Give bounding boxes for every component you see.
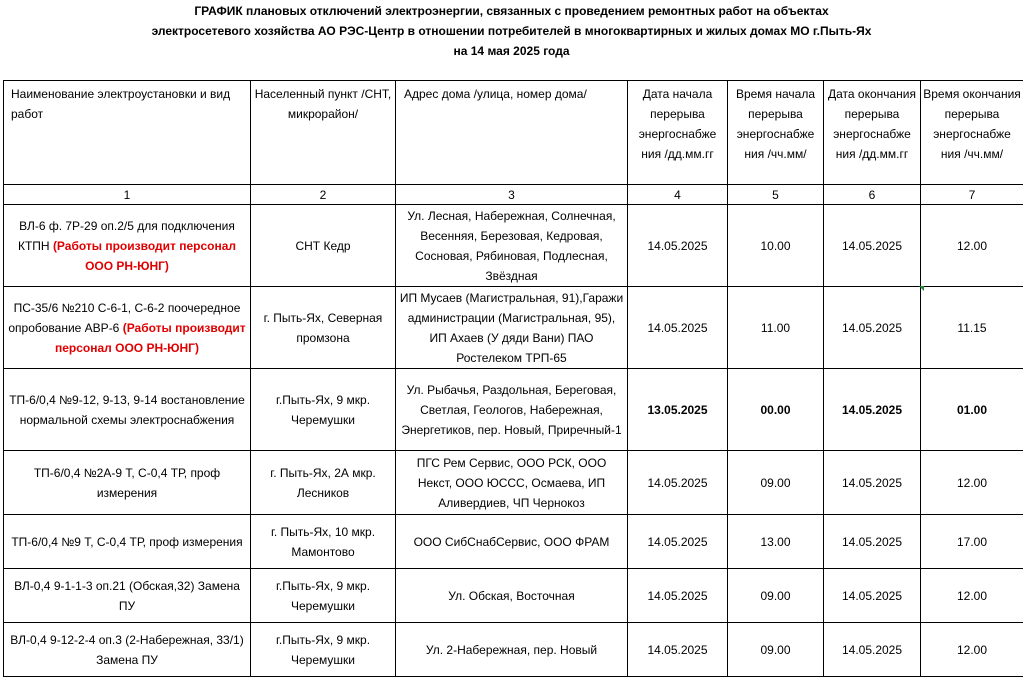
start-date-cell[interactable]: 14.05.2025 [628,569,728,623]
cell-comment-indicator-icon [919,286,924,291]
start-time-cell[interactable]: 09.00 [728,451,824,515]
title-line-2: электросетевого хозяйства АО РЭС-Центр в отношении потребителей в многоквартирных и жилых домах МО г.Пыть-Ях [151,24,872,38]
contractor-note: (Работы производит персонал ООО РН-ЮНГ) [52,238,237,273]
header-locality[interactable]: Населенный пункт /СНТ, микрорайон/ [251,81,396,185]
locality-cell[interactable]: г.Пыть-Ях, 9 мкр. Черемушки [251,623,396,677]
locality-cell[interactable]: СНТ Кедр [251,205,396,287]
address-cell[interactable]: Ул. Рыбачья, Раздольная, Береговая, Светлая, Геологов, Набережная, Энергетиков, пер. Новый, Приречный-1 [396,369,628,451]
header-address[interactable]: Адрес дома /улица, номер дома/ [396,81,628,185]
table-row [4,369,1023,451]
end-date-cell[interactable]: 14.05.2025 [824,369,921,451]
end-date-cell[interactable]: 14.05.2025 [824,623,921,677]
start-time-cell[interactable]: 13.00 [728,515,824,569]
table-row [4,515,1023,569]
locality-cell[interactable]: г.Пыть-Ях, 9 мкр. Черемушки [251,569,396,623]
installation-cell[interactable]: ВЛ-0,4 9-12-2-4 оп.3 (2-Набережная, 33/1) Замена ПУ [4,623,251,677]
header-end-date[interactable]: Дата окончания перерыва энергоснабже ния /дд.мм.гг [824,81,921,185]
title-line-3: на 14 мая 2025 года [453,44,570,58]
header-row [4,81,1023,185]
end-time-cell[interactable]: 12.00 [921,205,1023,287]
column-number[interactable]: 6 [824,185,921,205]
column-number[interactable]: 1 [4,185,251,205]
installation-text: ВЛ-6 ф. 7Р-29 оп.2/5 для подключения КТПН [17,218,235,253]
start-date-cell[interactable]: 14.05.2025 [628,451,728,515]
start-time-cell[interactable]: 09.00 [728,623,824,677]
installation-text: ПС-35/6 №210 С-6-1, С-6-2 поочередное опробование АВР-6 [8,300,241,335]
start-time-cell[interactable]: 00.00 [728,369,824,451]
column-number[interactable]: 5 [728,185,824,205]
start-date-cell[interactable]: 13.05.2025 [628,369,728,451]
start-date-cell[interactable]: 14.05.2025 [628,287,728,369]
table-row [4,569,1023,623]
installation-cell[interactable]: ТП-6/0,4 №9 Т, С-0,4 ТР, проф измерения [4,515,251,569]
title-block [0,0,1023,82]
address-cell[interactable]: Ул. Лесная, Набережная, Солнечная, Весенняя, Березовая, Кедровая, Сосновая, Рябиновая, Подлесная, Звёздная [396,205,628,287]
locality-cell[interactable]: г. Пыть-Ях, 2А мкр. Лесников [251,451,396,515]
start-time-cell[interactable]: 11.00 [728,287,824,369]
address-cell[interactable]: ИП Мусаев (Магистральная, 91),Гаражи администрации (Магистральная, 95), ИП Ахаев (У дяди Вани) ПАО Ростелеком ТРП-65 [396,287,628,369]
locality-cell[interactable]: г. Пыть-Ях, 10 мкр. Мамонтово [251,515,396,569]
header-installation[interactable]: Наименование электроустановки и вид работ [4,81,251,185]
end-time-cell[interactable]: 01.00 [921,369,1023,451]
address-cell[interactable]: Ул. 2-Набережная, пер. Новый [396,623,628,677]
start-date-cell[interactable]: 14.05.2025 [628,205,728,287]
table-row [4,205,1023,287]
table-row [4,451,1023,515]
start-time-cell[interactable]: 09.00 [728,569,824,623]
end-date-cell[interactable]: 14.05.2025 [824,515,921,569]
installation-cell[interactable] [4,205,251,287]
end-date-cell[interactable]: 14.05.2025 [824,205,921,287]
end-time-cell[interactable]: 17.00 [921,515,1023,569]
start-time-cell[interactable]: 10.00 [728,205,824,287]
column-number-row [4,185,1023,205]
installation-cell[interactable]: ТП-6/0,4 №9-12, 9-13, 9-14 востановление нормальной схемы электроснабжения [4,369,251,451]
header-start-date[interactable]: Дата начала перерыва энергоснабже ния /дд.мм.гг [628,81,728,185]
table-row [4,287,1023,369]
outage-schedule-table [3,80,1023,677]
table-row [4,623,1023,677]
end-date-cell[interactable]: 14.05.2025 [824,287,921,369]
end-time-cell[interactable]: 12.00 [921,451,1023,515]
installation-cell[interactable]: ТП-6/0,4 №2А-9 Т, С-0,4 ТР, проф измерения [4,451,251,515]
end-time-cell[interactable]: 12.00 [921,623,1023,677]
header-start-time[interactable]: Время начала перерыва энергоснабже ния /чч.мм/ [728,81,824,185]
installation-cell[interactable]: ВЛ-0,4 9-1-1-3 оп.21 (Обская,32) Замена ПУ [4,569,251,623]
contractor-note: (Работы производит персонал ООО РН-ЮНГ) [55,320,246,355]
header-end-time[interactable]: Время окончания перерыва энергоснабже ния /чч.мм/ [921,81,1023,185]
column-number[interactable]: 3 [396,185,628,205]
end-time-cell[interactable]: 12.00 [921,569,1023,623]
start-date-cell[interactable]: 14.05.2025 [628,515,728,569]
end-time-cell[interactable]: 11.15 [921,287,1023,369]
column-number[interactable]: 4 [628,185,728,205]
locality-cell[interactable]: г. Пыть-Ях, Северная промзона [251,287,396,369]
end-date-cell[interactable]: 14.05.2025 [824,451,921,515]
title-line-1: ГРАФИК плановых отключений электроэнергии, связанных с проведением ремонтных работ на объектах [194,4,829,18]
address-cell[interactable]: Ул. Обская, Восточная [396,569,628,623]
address-cell[interactable]: ООО СибСнабСервис, ООО ФРАМ [396,515,628,569]
column-number[interactable]: 2 [251,185,396,205]
locality-cell[interactable]: г.Пыть-Ях, 9 мкр. Черемушки [251,369,396,451]
start-date-cell[interactable]: 14.05.2025 [628,623,728,677]
end-date-cell[interactable]: 14.05.2025 [824,569,921,623]
installation-cell[interactable] [4,287,251,369]
column-number[interactable]: 7 [921,185,1023,205]
address-cell[interactable]: ПГС Рем Сервис, ООО РСК, ООО Некст, ООО ЮССС, Осмаева, ИП Аливердиев, ЧП Чернокоз [396,451,628,515]
